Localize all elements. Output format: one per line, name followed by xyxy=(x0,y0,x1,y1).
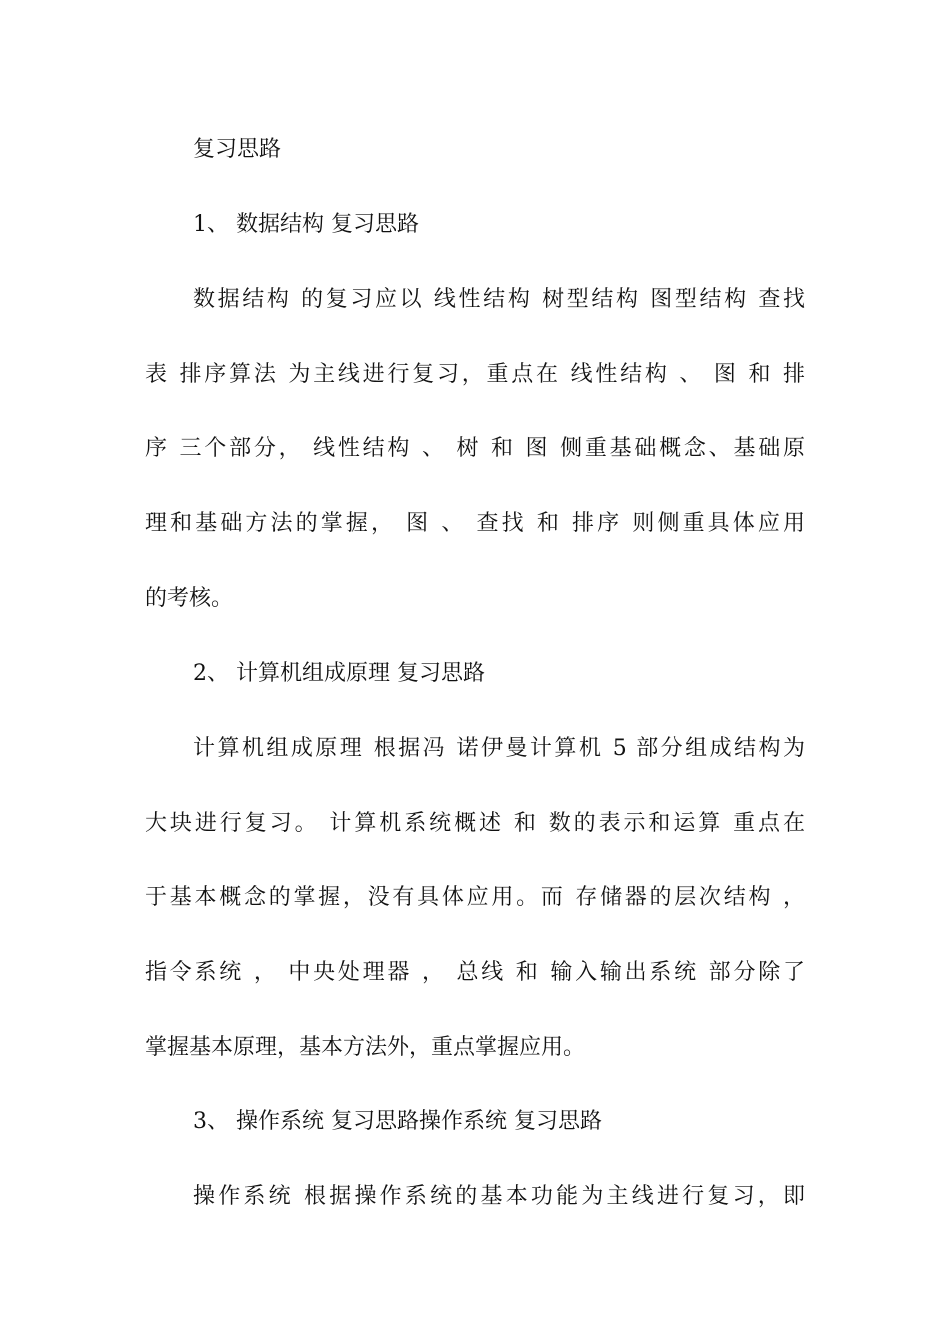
paragraph-line: 理和基础方法的掌握， 图 、 查找 和 排序 则侧重具体应用 xyxy=(145,511,805,536)
heading-review-approach: 复习思路 xyxy=(193,137,282,162)
paragraph-line: 的考核。 xyxy=(145,586,234,611)
section-2-heading: 2、 计算机组成原理 复习思路 xyxy=(193,661,485,686)
paragraph-line: 序 三个部分， 线性结构 、 树 和 图 侧重基础概念、基础原 xyxy=(145,436,805,461)
section-1-heading: 1、 数据结构 复习思路 xyxy=(193,212,419,237)
paragraph-line: 表 排序算法 为主线进行复习，重点在 线性结构 、 图 和 排 xyxy=(145,362,805,387)
paragraph-line: 大块进行复习。 计算机系统概述 和 数的表示和运算 重点在 xyxy=(145,811,805,836)
paragraph-line: 数据结构 的复习应以 线性结构 树型结构 图型结构 查找 xyxy=(193,287,805,312)
paragraph-line: 于基本概念的掌握，没有具体应用。而 存储器的层次结构 ， xyxy=(145,885,805,910)
section-3-heading: 3、 操作系统 复习思路操作系统 复习思路 xyxy=(193,1109,602,1134)
paragraph-line: 指令系统 ， 中央处理器 ， 总线 和 输入输出系统 部分除了 xyxy=(145,960,805,985)
paragraph-line: 操作系统 根据操作系统的基本功能为主线进行复习，即 xyxy=(193,1184,805,1209)
paragraph-line: 计算机组成原理 根据冯 诺伊曼计算机 5 部分组成结构为 xyxy=(193,736,805,761)
paragraph-line: 掌握基本原理，基本方法外，重点掌握应用。 xyxy=(145,1035,586,1060)
